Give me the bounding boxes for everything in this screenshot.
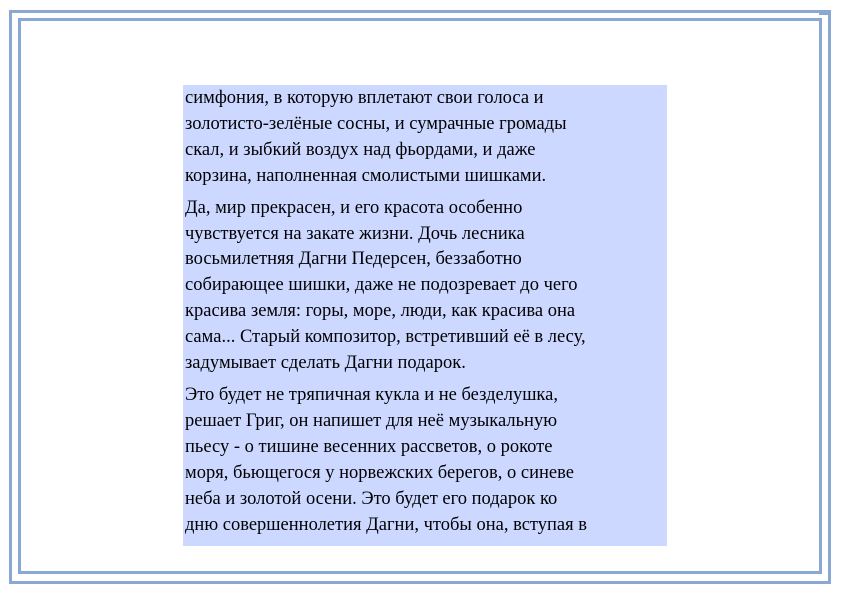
paragraph-1 — [185, 86, 666, 190]
text-line: задумывает сделать Дагни подарок. — [185, 353, 466, 374]
text-line: сама... Старый композитор, встретивший её в лесу, — [185, 327, 586, 348]
text-line: дню совершеннолетия Дагни, чтобы она, вступая в — [185, 514, 587, 535]
frame-corner-accent — [819, 12, 831, 24]
text-block — [183, 85, 667, 546]
text-line: чувствуется на закате жизни. Дочь лесника — [185, 223, 525, 244]
text-line: пьесу - о тишине весенних рассветов, о рокоте — [185, 436, 553, 457]
text-line: Да, мир прекрасен, и его красота особенно — [185, 197, 523, 218]
paragraph-3 — [185, 383, 666, 538]
text-line: собирающее шишки, даже не подозревает до чего — [185, 275, 578, 296]
text-line: восьмилетняя Дагни Педерсен, беззаботно — [185, 249, 522, 270]
text-line: моря, бьющегося у норвежских берегов, о синеве — [185, 462, 574, 483]
text-line: красива земля: горы, море, люди, как красива она — [185, 301, 576, 322]
text-line: золотисто-зелёные сосны, и сумрачные громады — [185, 113, 567, 134]
text-line: корзина, наполненная смолистыми шишками. — [185, 165, 547, 186]
text-line: симфония, в которую вплетают свои голоса и — [185, 88, 544, 108]
text-line: неба и золотой осени. Это будет его подарок ко — [185, 488, 558, 509]
paragraph-2 — [185, 196, 666, 377]
text-line: решает Григ, он напишет для неё музыкальную — [185, 410, 558, 431]
text-line: скал, и зыбкий воздух над фьордами, и даже — [185, 139, 536, 160]
text-line: Это будет не тряпичная кукла и не безделушка, — [185, 384, 558, 405]
